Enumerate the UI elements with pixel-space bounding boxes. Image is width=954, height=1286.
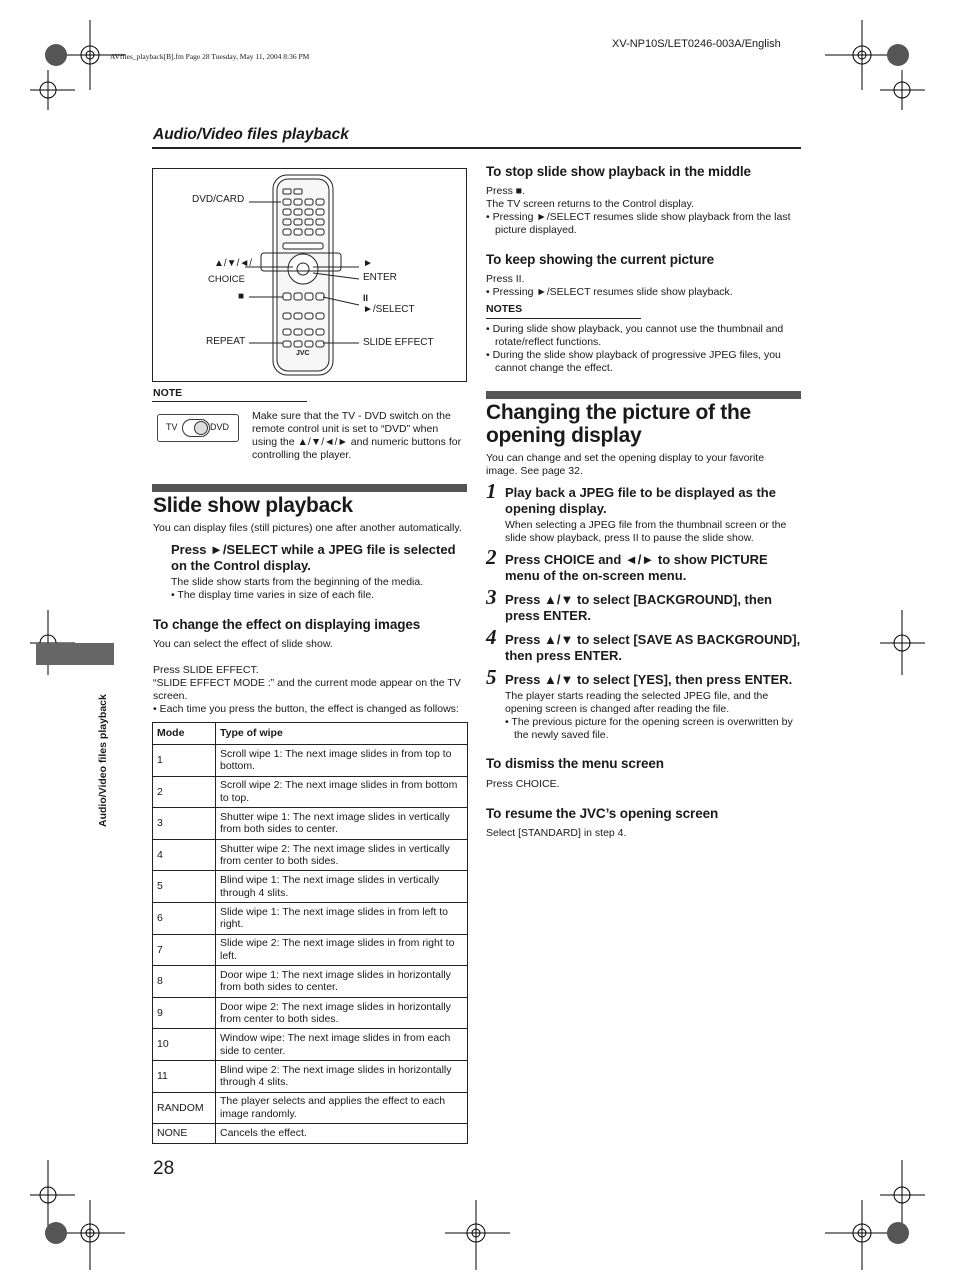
mode-cell: NONE bbox=[153, 1124, 216, 1144]
mode-cell: 5 bbox=[153, 871, 216, 903]
note-text: Make sure that the TV - DVD switch on the remote control unit is set to “DVD” when using the ▲/▼/◄/► and numeric buttons for controlling the player. bbox=[252, 410, 462, 461]
table-row bbox=[153, 808, 468, 840]
step-1-number: 1 bbox=[486, 479, 497, 503]
table-row bbox=[153, 745, 468, 777]
mode-cell: RANDOM bbox=[153, 1092, 216, 1124]
wipe-type-cell: The player selects and applies the effect to each image randomly. bbox=[216, 1092, 468, 1124]
step-1-text: Play back a JPEG file to be displayed as the opening display. bbox=[505, 485, 776, 516]
resume-heading: To resume the JVC’s opening screen bbox=[486, 806, 719, 821]
jvc-logo: JVC bbox=[296, 350, 310, 357]
mode-cell: 9 bbox=[153, 997, 216, 1029]
label-select: ►/SELECT bbox=[363, 304, 415, 315]
change-effect-heading: To change the effect on displaying images bbox=[153, 617, 421, 632]
table-row bbox=[153, 1029, 468, 1061]
mode-cell: 6 bbox=[153, 902, 216, 934]
stop-bullet bbox=[486, 211, 801, 237]
step-3-number: 3 bbox=[486, 585, 497, 609]
effect-mode-table bbox=[152, 722, 468, 1144]
remote-diagram bbox=[152, 168, 467, 382]
slide-show-instruction: Press ►/SELECT while a JPEG file is selected on the Control display. bbox=[171, 542, 456, 573]
step-5-detail: The player starts reading the selected JPEG file, and the opening screen is changed after reading the file. bbox=[505, 690, 769, 715]
section-title: Audio/Video files playback bbox=[153, 126, 349, 143]
step-4-text: Press ▲/▼ to select [SAVE AS BACKGROUND], then press ENTER. bbox=[505, 632, 801, 663]
resume-text: Select [STANDARD] in step 4. bbox=[486, 827, 627, 839]
wipe-type-cell: Slide wipe 1: The next image slides in from left to right. bbox=[216, 902, 468, 934]
notes-rule bbox=[486, 318, 641, 319]
slide-show-detail: The slide show starts from the beginning of the media. bbox=[171, 576, 424, 588]
notes-list bbox=[486, 323, 801, 375]
step-5-bullet bbox=[505, 716, 801, 742]
step-5-number: 5 bbox=[486, 665, 497, 689]
file-info: AVfiles_playback[B].fm Page 28 Tuesday, May 11, 2004 8:36 PM bbox=[110, 52, 310, 61]
dismiss-text: Press CHOICE. bbox=[486, 778, 560, 790]
note-heading: NOTE bbox=[153, 387, 183, 399]
notes-item: • During slide show playback, you cannot use the thumbnail and rotate/reflect functions. bbox=[486, 323, 784, 348]
mode-cell: 4 bbox=[153, 839, 216, 871]
step-5-text: Press ▲/▼ to select [YES], then press ENTER. bbox=[505, 672, 793, 687]
keep-heading: To keep showing the current picture bbox=[486, 252, 715, 267]
change-effect-text2: Press SLIDE EFFECT. bbox=[153, 664, 259, 676]
wipe-type-cell: Shutter wipe 2: The next image slides in vertically from center to both sides. bbox=[216, 839, 468, 871]
stop-bullet-item: • Pressing ►/SELECT resumes slide show playback from the last picture displayed. bbox=[486, 211, 791, 236]
table-row bbox=[153, 1092, 468, 1124]
table-row bbox=[153, 997, 468, 1029]
step-3-text: Press ▲/▼ to select [BACKGROUND], then press ENTER. bbox=[505, 592, 772, 623]
step-2-number: 2 bbox=[486, 545, 497, 569]
label-enter: ENTER bbox=[363, 272, 397, 283]
label-right: ► bbox=[363, 258, 373, 269]
label-arrows: ▲/▼/◄/ bbox=[214, 258, 253, 269]
switch-knob-dot bbox=[194, 421, 208, 435]
label-pause: II bbox=[363, 293, 369, 303]
keep-line1: Press II. bbox=[486, 273, 525, 285]
mode-cell: 2 bbox=[153, 776, 216, 808]
label-stop: ■ bbox=[238, 291, 245, 302]
page-number: 28 bbox=[153, 1158, 175, 1179]
table-header-type: Type of wipe bbox=[216, 723, 468, 745]
label-choice: CHOICE bbox=[208, 274, 245, 285]
wipe-type-cell: Scroll wipe 1: The next image slides in from top to bottom. bbox=[216, 745, 468, 777]
table-row bbox=[153, 934, 468, 966]
table-row bbox=[153, 966, 468, 998]
stop-line1: Press ■. bbox=[486, 185, 526, 197]
wipe-type-cell: Scroll wipe 2: The next image slides in from bottom to top. bbox=[216, 776, 468, 808]
table-row bbox=[153, 1124, 468, 1144]
wipe-type-cell: Door wipe 1: The next image slides in horizontally from both sides to center. bbox=[216, 966, 468, 998]
table-row bbox=[153, 839, 468, 871]
notes-item: • During the slide show playback of progressive JPEG files, you cannot change the effect. bbox=[486, 349, 781, 374]
wipe-type-cell: Door wipe 2: The next image slides in horizontally from center to both sides. bbox=[216, 997, 468, 1029]
wipe-type-cell: Cancels the effect. bbox=[216, 1124, 468, 1144]
change-effect-bullet: • Each time you press the button, the effect is changed as follows: bbox=[153, 703, 459, 715]
mode-cell: 7 bbox=[153, 934, 216, 966]
notes-heading: NOTES bbox=[486, 303, 523, 315]
mode-cell: 10 bbox=[153, 1029, 216, 1061]
section-rule bbox=[152, 147, 801, 149]
step-5-bullet-item: • The previous picture for the opening screen is overwritten by the newly saved file. bbox=[505, 716, 793, 741]
label-slide-effect: SLIDE EFFECT bbox=[363, 337, 434, 348]
step-1-detail: When selecting a JPEG file from the thumbnail screen or the slide show playback, press II to pause the slide show. bbox=[505, 519, 787, 544]
tv-dvd-switch bbox=[157, 414, 239, 442]
table-row bbox=[153, 902, 468, 934]
slide-show-bar bbox=[152, 484, 467, 492]
switch-right-label: DVD bbox=[210, 422, 230, 432]
table-header-row bbox=[153, 723, 468, 745]
mode-cell: 8 bbox=[153, 966, 216, 998]
keep-bullet: • Pressing ►/SELECT resumes slide show playback. bbox=[486, 286, 733, 298]
slide-show-title: Slide show playback bbox=[153, 494, 353, 517]
opening-bar bbox=[486, 391, 801, 399]
dismiss-heading: To dismiss the menu screen bbox=[486, 756, 664, 771]
slide-show-intro: You can display files (still pictures) one after another automatically. bbox=[153, 522, 462, 534]
wipe-type-cell: Blind wipe 2: The next image slides in horizontally through 4 slits. bbox=[216, 1060, 468, 1092]
side-tab bbox=[36, 643, 114, 665]
table-header-mode: Mode bbox=[153, 723, 216, 745]
change-effect-text3: “SLIDE EFFECT MODE :” and the current mode appear on the TV screen. bbox=[153, 677, 461, 702]
wipe-type-cell: Slide wipe 2: The next image slides in from right to left. bbox=[216, 934, 468, 966]
table-row bbox=[153, 1060, 468, 1092]
note-rule bbox=[152, 401, 307, 402]
label-repeat: REPEAT bbox=[206, 336, 246, 347]
slide-show-bullet: • The display time varies in size of each file. bbox=[171, 589, 375, 601]
opening-intro: You can change and set the opening display to your favorite image. See page 32. bbox=[486, 452, 765, 477]
mode-cell: 1 bbox=[153, 745, 216, 777]
mode-cell: 3 bbox=[153, 808, 216, 840]
opening-title: Changing the picture of the opening display bbox=[486, 401, 751, 447]
step-2-text: Press CHOICE and ◄/► to show PICTURE menu of the on-screen menu. bbox=[505, 552, 768, 583]
table-row bbox=[153, 871, 468, 903]
document-code: XV-NP10S/LET0246-003A/English bbox=[612, 38, 781, 50]
label-dvd-card: DVD/CARD bbox=[192, 194, 245, 205]
side-tab-label: Audio/Video files playback bbox=[97, 694, 109, 827]
stop-heading: To stop slide show playback in the middle bbox=[486, 164, 751, 179]
wipe-type-cell: Shutter wipe 1: The next image slides in vertically from both sides to center. bbox=[216, 808, 468, 840]
step-4-number: 4 bbox=[486, 625, 497, 649]
mode-cell: 11 bbox=[153, 1060, 216, 1092]
switch-left-label: TV bbox=[166, 422, 178, 432]
wipe-type-cell: Window wipe: The next image slides in from each side to center. bbox=[216, 1029, 468, 1061]
table-row bbox=[153, 776, 468, 808]
change-effect-text1: You can select the effect of slide show. bbox=[153, 638, 333, 650]
stop-line2: The TV screen returns to the Control display. bbox=[486, 198, 694, 210]
wipe-type-cell: Blind wipe 1: The next image slides in vertically through 4 slits. bbox=[216, 871, 468, 903]
